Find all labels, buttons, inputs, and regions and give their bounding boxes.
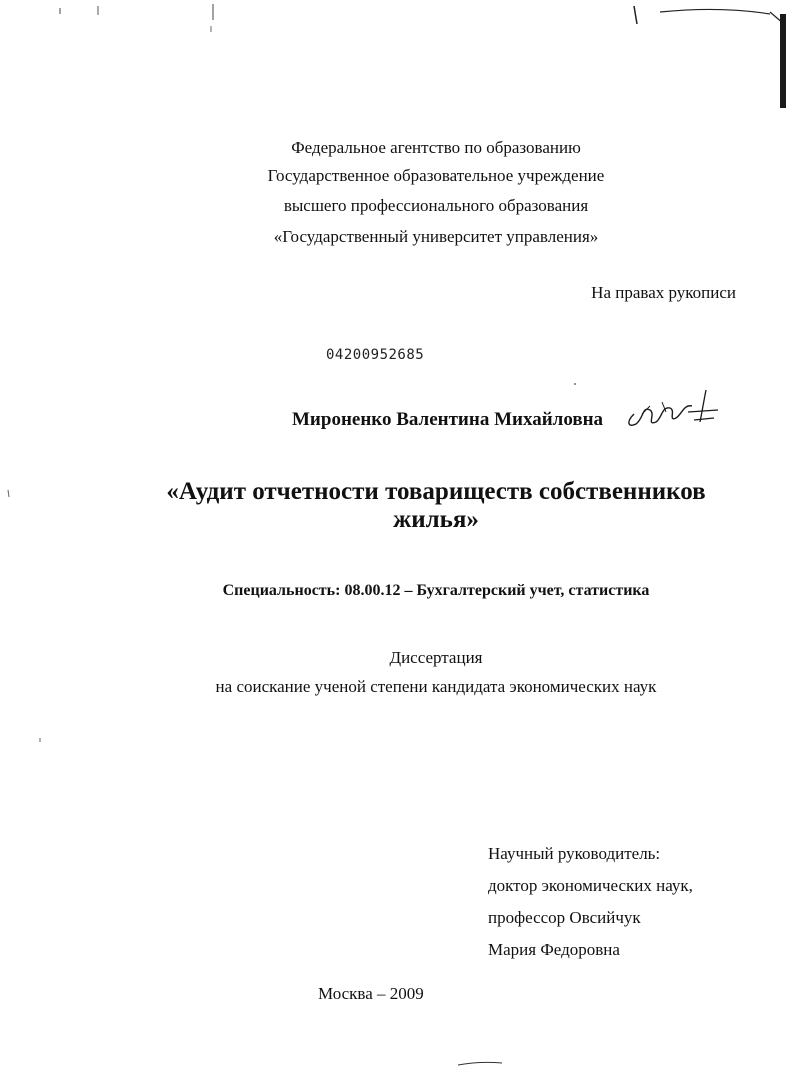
institution-line-4: «Государственный университет управления» [273,227,599,246]
place-year: Москва – 2009 [318,984,424,1003]
supervisor-degree: доктор экономических наук, [488,876,693,895]
supervisor-name-rest: Мария Федоровна [488,940,620,959]
author-name: Мироненко Валентина Михайловна [292,409,604,430]
institution-line-1: Федеральное агентство по образованию [291,138,581,157]
dissertation-label: Диссертация [389,648,483,667]
signature-image [622,384,722,432]
manuscript-note: На правах рукописи [591,283,736,302]
dissertation-purpose: на соискание ученой степени кандидата экономических наук [215,677,657,696]
specialty: Специальность: 08.00.12 – Бухгалтерский учет, статистика [222,582,650,599]
dissertation-title-line-1: «Аудит отчетности товариществ собственников [166,478,706,505]
supervisor-block [488,838,693,966]
serial-number: 04200952685 [326,347,425,363]
institution-line-2: Государственное образовательное учреждение [267,166,605,185]
supervisor-heading: Научный руководитель: [488,844,661,863]
institution-line-3: высшего профессионального образования [283,196,589,215]
supervisor-title-name: профессор Овсийчук [488,908,641,927]
dissertation-title-line-2: жилья» [393,506,479,533]
